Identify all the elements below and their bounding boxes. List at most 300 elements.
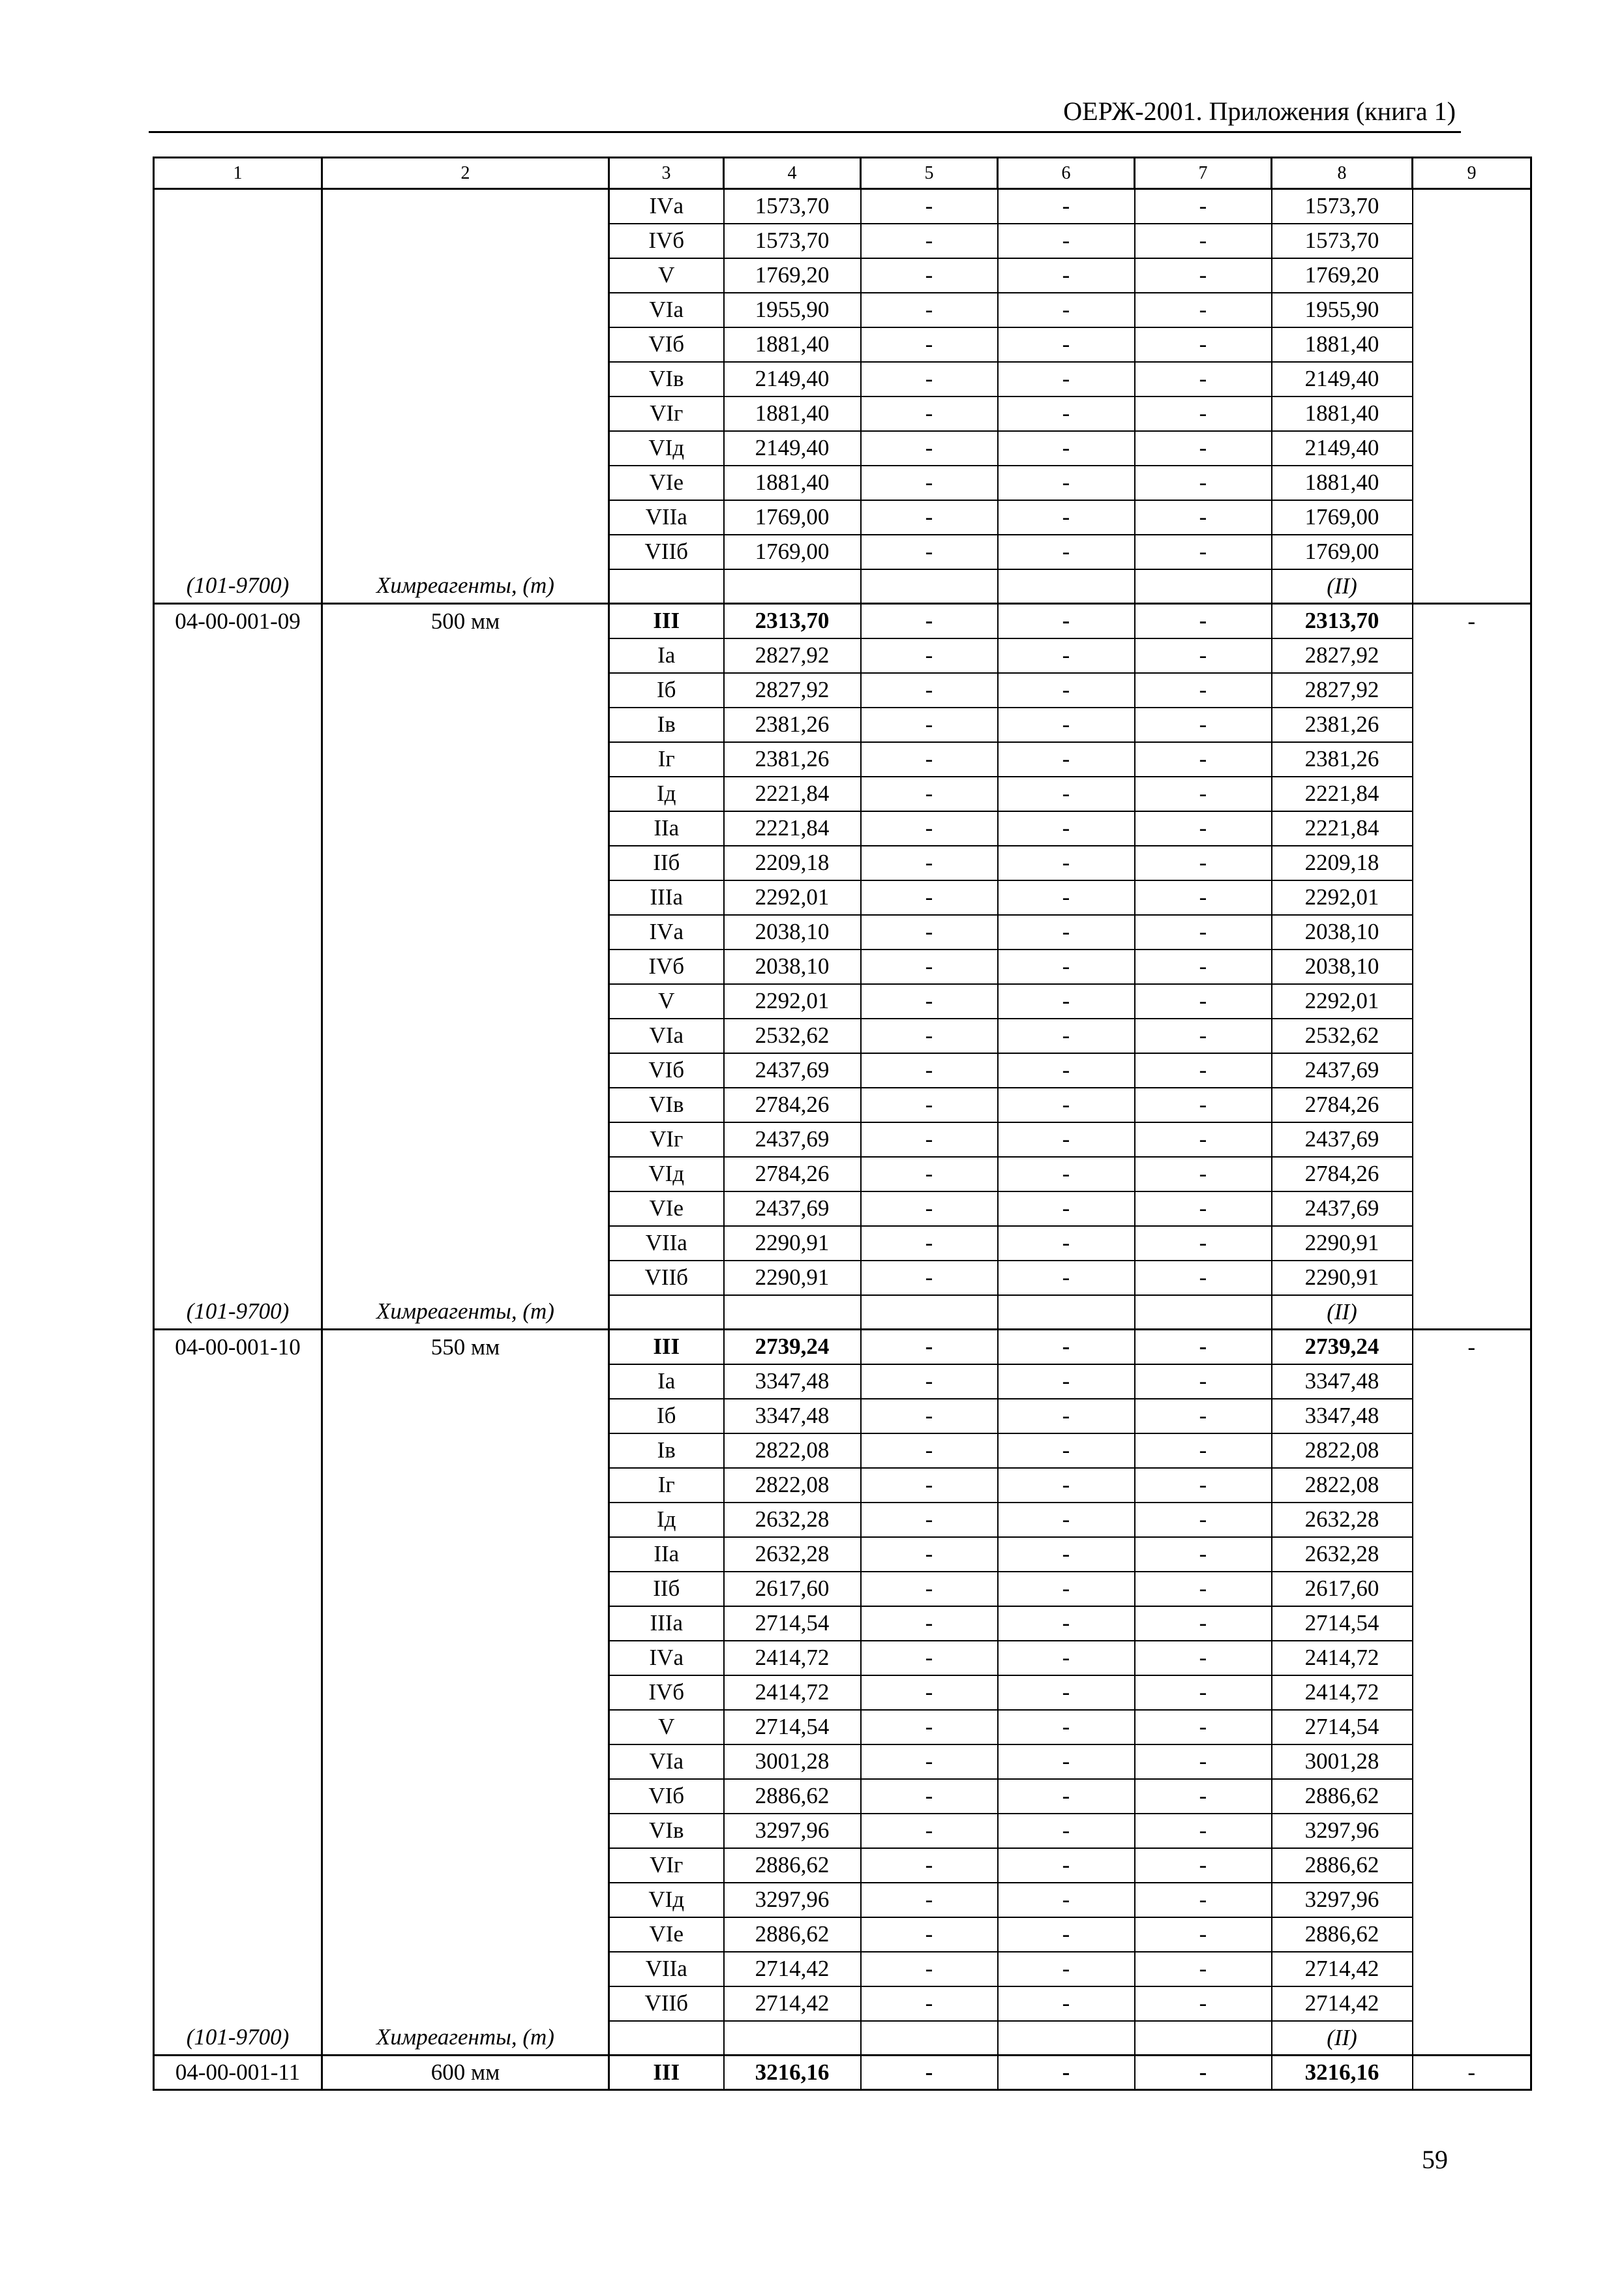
name-cell bbox=[322, 708, 609, 742]
extra-cell bbox=[1413, 1019, 1531, 1053]
category-cell: III bbox=[609, 604, 724, 638]
table-row bbox=[154, 1468, 1531, 1503]
extra-cell bbox=[1413, 1537, 1531, 1572]
category-cell: VIIб bbox=[609, 1986, 724, 2021]
category-cell: IVа bbox=[609, 189, 724, 224]
value-cell: 2739,24 bbox=[1272, 1330, 1413, 1364]
value-cell: (II) bbox=[1272, 569, 1413, 604]
code-cell bbox=[154, 535, 322, 569]
value-cell: - bbox=[861, 500, 998, 535]
value-cell: 2290,91 bbox=[1272, 1226, 1413, 1261]
value-cell: 3297,96 bbox=[724, 1814, 861, 1848]
code-cell bbox=[154, 1261, 322, 1295]
value-cell: - bbox=[998, 1710, 1135, 1744]
value-cell: - bbox=[861, 604, 998, 638]
table-row bbox=[154, 258, 1531, 293]
value-cell: - bbox=[861, 189, 998, 224]
value-cell: 2221,84 bbox=[1272, 811, 1413, 846]
extra-cell bbox=[1413, 846, 1531, 880]
value-cell bbox=[724, 2021, 861, 2056]
table-row bbox=[154, 1157, 1531, 1191]
category-cell: Iб bbox=[609, 673, 724, 708]
table-row bbox=[154, 1952, 1531, 1986]
value-cell: - bbox=[998, 777, 1135, 811]
category-cell: VIд bbox=[609, 1883, 724, 1917]
category-cell: VIв bbox=[609, 1088, 724, 1122]
value-cell: 2038,10 bbox=[1272, 915, 1413, 950]
value-cell: 2290,91 bbox=[1272, 1261, 1413, 1295]
code-cell bbox=[154, 708, 322, 742]
value-cell: - bbox=[861, 1641, 998, 1675]
value-cell: 2739,24 bbox=[724, 1330, 861, 1364]
value-cell: - bbox=[861, 1744, 998, 1779]
value-cell: - bbox=[1135, 1433, 1272, 1468]
value-cell: 2714,54 bbox=[724, 1606, 861, 1641]
value-cell: 1769,20 bbox=[1272, 258, 1413, 293]
category-cell: IIа bbox=[609, 1537, 724, 1572]
extra-cell bbox=[1413, 880, 1531, 915]
value-cell: (II) bbox=[1272, 1295, 1413, 1330]
value-cell: 2886,62 bbox=[1272, 1779, 1413, 1814]
value-cell: 2381,26 bbox=[724, 742, 861, 777]
value-cell: 2290,91 bbox=[724, 1226, 861, 1261]
value-cell: - bbox=[1135, 189, 1272, 224]
value-cell: 2632,28 bbox=[1272, 1537, 1413, 1572]
name-cell bbox=[322, 915, 609, 950]
code-cell bbox=[154, 1399, 322, 1433]
name-cell bbox=[322, 327, 609, 362]
table-row bbox=[154, 915, 1531, 950]
extra-cell bbox=[1413, 1675, 1531, 1710]
table-row bbox=[154, 1986, 1531, 2021]
value-cell: - bbox=[861, 1399, 998, 1433]
category-cell: VIг bbox=[609, 1122, 724, 1157]
category-cell: VIб bbox=[609, 1053, 724, 1088]
value-cell: 2290,91 bbox=[724, 1261, 861, 1295]
code-cell: (101-9700) bbox=[154, 2021, 322, 2056]
category-cell: VIа bbox=[609, 293, 724, 327]
value-cell: - bbox=[998, 1986, 1135, 2021]
extra-cell bbox=[1413, 189, 1531, 224]
category-cell: Iд bbox=[609, 1503, 724, 1537]
value-cell: - bbox=[1135, 638, 1272, 673]
table-row bbox=[154, 1261, 1531, 1295]
extra-cell bbox=[1413, 431, 1531, 466]
value-cell: - bbox=[861, 742, 998, 777]
name-cell bbox=[322, 1261, 609, 1295]
value-cell: - bbox=[861, 327, 998, 362]
value-cell: - bbox=[861, 638, 998, 673]
value-cell: - bbox=[1135, 1710, 1272, 1744]
value-cell bbox=[998, 1295, 1135, 1330]
table-row bbox=[154, 535, 1531, 569]
value-cell: - bbox=[1135, 224, 1272, 258]
code-cell bbox=[154, 189, 322, 224]
table-row bbox=[154, 224, 1531, 258]
value-cell: 2886,62 bbox=[724, 1917, 861, 1952]
category-cell: III bbox=[609, 2056, 724, 2090]
extra-cell bbox=[1413, 569, 1531, 604]
name-cell bbox=[322, 362, 609, 396]
value-cell: 2617,60 bbox=[724, 1572, 861, 1606]
extra-cell bbox=[1413, 811, 1531, 846]
value-cell: 2532,62 bbox=[1272, 1019, 1413, 1053]
value-cell: 1769,00 bbox=[1272, 535, 1413, 569]
name-cell bbox=[322, 1606, 609, 1641]
table-row bbox=[154, 1191, 1531, 1226]
name-cell bbox=[322, 1848, 609, 1883]
name-cell bbox=[322, 1191, 609, 1226]
value-cell: - bbox=[998, 1606, 1135, 1641]
code-cell bbox=[154, 1883, 322, 1917]
value-cell: - bbox=[1135, 1157, 1272, 1191]
category-cell: V bbox=[609, 258, 724, 293]
value-cell: - bbox=[998, 811, 1135, 846]
category-cell: VIа bbox=[609, 1019, 724, 1053]
code-cell bbox=[154, 1019, 322, 1053]
name-cell bbox=[322, 466, 609, 500]
category-cell: Iа bbox=[609, 638, 724, 673]
column-header: 9 bbox=[1413, 158, 1531, 189]
value-cell: 2038,10 bbox=[724, 950, 861, 984]
value-cell: 2714,54 bbox=[1272, 1606, 1413, 1641]
table-row bbox=[154, 189, 1531, 224]
value-cell: - bbox=[861, 1503, 998, 1537]
value-cell: - bbox=[1135, 1468, 1272, 1503]
value-cell: - bbox=[1135, 1537, 1272, 1572]
table-row bbox=[154, 500, 1531, 535]
extra-cell bbox=[1413, 638, 1531, 673]
name-cell bbox=[322, 1019, 609, 1053]
extra-cell bbox=[1413, 1364, 1531, 1399]
value-cell: 2437,69 bbox=[724, 1122, 861, 1157]
category-cell: IVа bbox=[609, 1641, 724, 1675]
value-cell: - bbox=[1135, 1952, 1272, 1986]
value-cell: - bbox=[1135, 742, 1272, 777]
extra-cell bbox=[1413, 1641, 1531, 1675]
extra-cell bbox=[1413, 258, 1531, 293]
category-cell: VIв bbox=[609, 1814, 724, 1848]
category-cell: IIа bbox=[609, 811, 724, 846]
table-row bbox=[154, 466, 1531, 500]
value-cell: - bbox=[998, 535, 1135, 569]
code-cell bbox=[154, 1364, 322, 1399]
table-row bbox=[154, 1226, 1531, 1261]
value-cell: 2414,72 bbox=[1272, 1675, 1413, 1710]
name-cell bbox=[322, 1744, 609, 1779]
table-row bbox=[154, 1744, 1531, 1779]
value-cell: 2784,26 bbox=[724, 1157, 861, 1191]
value-cell: - bbox=[998, 1814, 1135, 1848]
value-cell: - bbox=[1135, 431, 1272, 466]
value-cell: - bbox=[861, 1537, 998, 1572]
code-cell bbox=[154, 500, 322, 535]
value-cell: 1573,70 bbox=[724, 189, 861, 224]
value-cell: - bbox=[1135, 984, 1272, 1019]
extra-cell bbox=[1413, 293, 1531, 327]
value-cell: - bbox=[861, 1779, 998, 1814]
value-cell bbox=[998, 2021, 1135, 2056]
value-cell: 2714,42 bbox=[1272, 1986, 1413, 2021]
table-row bbox=[154, 880, 1531, 915]
value-cell: - bbox=[1135, 466, 1272, 500]
value-cell bbox=[1135, 569, 1272, 604]
name-cell bbox=[322, 1122, 609, 1157]
value-cell: - bbox=[861, 1468, 998, 1503]
value-cell: - bbox=[998, 880, 1135, 915]
code-cell bbox=[154, 742, 322, 777]
value-cell: - bbox=[861, 1122, 998, 1157]
column-header-row bbox=[154, 158, 1531, 189]
code-cell bbox=[154, 1433, 322, 1468]
value-cell: - bbox=[1135, 846, 1272, 880]
table-row bbox=[154, 1883, 1531, 1917]
name-cell bbox=[322, 1433, 609, 1468]
table-row bbox=[154, 1364, 1531, 1399]
table-row bbox=[154, 811, 1531, 846]
value-cell: - bbox=[998, 1952, 1135, 1986]
footer-row bbox=[154, 1295, 1531, 1330]
category-cell: IIIа bbox=[609, 1606, 724, 1641]
name-cell bbox=[322, 1572, 609, 1606]
value-cell: - bbox=[998, 846, 1135, 880]
value-cell: 2714,42 bbox=[724, 1986, 861, 2021]
value-cell: - bbox=[861, 396, 998, 431]
value-cell: - bbox=[1135, 396, 1272, 431]
value-cell: 2886,62 bbox=[724, 1848, 861, 1883]
table-row bbox=[154, 638, 1531, 673]
value-cell: - bbox=[1135, 1122, 1272, 1157]
extra-cell bbox=[1413, 1122, 1531, 1157]
value-cell: - bbox=[998, 396, 1135, 431]
value-cell: 2822,08 bbox=[724, 1433, 861, 1468]
code-cell bbox=[154, 1986, 322, 2021]
value-cell: - bbox=[998, 1191, 1135, 1226]
value-cell: - bbox=[861, 880, 998, 915]
page-header-title: ОЕРЖ-2001. Приложения (книга 1) bbox=[1063, 97, 1456, 126]
extra-cell bbox=[1413, 224, 1531, 258]
value-cell: - bbox=[1135, 1606, 1272, 1641]
extra-cell: - bbox=[1413, 604, 1531, 638]
category-cell: IIб bbox=[609, 1572, 724, 1606]
name-cell bbox=[322, 1952, 609, 1986]
name-cell: Химреагенты, (т) bbox=[322, 569, 609, 604]
value-cell bbox=[998, 569, 1135, 604]
column-header: 1 bbox=[154, 158, 322, 189]
value-cell: 3297,96 bbox=[1272, 1883, 1413, 1917]
category-cell: VIг bbox=[609, 1848, 724, 1883]
value-cell: 1881,40 bbox=[1272, 466, 1413, 500]
code-cell bbox=[154, 1744, 322, 1779]
value-cell: 2632,28 bbox=[724, 1503, 861, 1537]
category-cell bbox=[609, 2021, 724, 2056]
code-cell: (101-9700) bbox=[154, 569, 322, 604]
name-cell bbox=[322, 431, 609, 466]
name-cell: 500 мм bbox=[322, 604, 609, 638]
extra-cell bbox=[1413, 708, 1531, 742]
value-cell: 1881,40 bbox=[1272, 327, 1413, 362]
value-cell: - bbox=[1135, 1261, 1272, 1295]
table-body bbox=[154, 158, 1531, 2090]
extra-cell bbox=[1413, 1157, 1531, 1191]
code-cell bbox=[154, 846, 322, 880]
value-cell: - bbox=[861, 535, 998, 569]
footer-row bbox=[154, 2021, 1531, 2056]
value-cell: - bbox=[998, 466, 1135, 500]
code-cell bbox=[154, 258, 322, 293]
value-cell: 1955,90 bbox=[724, 293, 861, 327]
value-cell: 1881,40 bbox=[724, 396, 861, 431]
value-cell: - bbox=[998, 1537, 1135, 1572]
value-cell: 3297,96 bbox=[1272, 1814, 1413, 1848]
code-cell bbox=[154, 1157, 322, 1191]
code-cell bbox=[154, 1053, 322, 1088]
name-cell bbox=[322, 1226, 609, 1261]
table-row bbox=[154, 1848, 1531, 1883]
value-cell: - bbox=[1135, 1814, 1272, 1848]
category-cell: Iа bbox=[609, 1364, 724, 1399]
name-cell bbox=[322, 1675, 609, 1710]
table-row bbox=[154, 950, 1531, 984]
value-cell: 2381,26 bbox=[1272, 742, 1413, 777]
name-cell bbox=[322, 742, 609, 777]
value-cell: 2784,26 bbox=[1272, 1088, 1413, 1122]
value-cell: - bbox=[1135, 1088, 1272, 1122]
extra-cell bbox=[1413, 777, 1531, 811]
value-cell: - bbox=[998, 327, 1135, 362]
name-cell bbox=[322, 1779, 609, 1814]
value-cell: 1573,70 bbox=[1272, 224, 1413, 258]
value-cell: - bbox=[861, 1986, 998, 2021]
value-cell: - bbox=[998, 1157, 1135, 1191]
value-cell: 2714,54 bbox=[724, 1710, 861, 1744]
value-cell: - bbox=[998, 1675, 1135, 1710]
code-cell: 04-00-001-11 bbox=[154, 2056, 322, 2090]
name-cell: 550 мм bbox=[322, 1330, 609, 1364]
table-row bbox=[154, 673, 1531, 708]
name-cell bbox=[322, 1883, 609, 1917]
value-cell: 2822,08 bbox=[724, 1468, 861, 1503]
table-row bbox=[154, 1710, 1531, 1744]
value-cell: - bbox=[861, 1572, 998, 1606]
value-cell: - bbox=[998, 1779, 1135, 1814]
code-cell bbox=[154, 915, 322, 950]
category-cell: VIа bbox=[609, 1744, 724, 1779]
value-cell: 2149,40 bbox=[724, 431, 861, 466]
value-cell: - bbox=[861, 1157, 998, 1191]
value-cell: - bbox=[1135, 1917, 1272, 1952]
code-cell bbox=[154, 1675, 322, 1710]
value-cell: 2292,01 bbox=[1272, 984, 1413, 1019]
name-cell bbox=[322, 1917, 609, 1952]
value-cell: 3347,48 bbox=[724, 1399, 861, 1433]
value-cell bbox=[724, 1295, 861, 1330]
value-cell: - bbox=[998, 1122, 1135, 1157]
value-cell: 2209,18 bbox=[724, 846, 861, 880]
value-cell: - bbox=[861, 950, 998, 984]
value-cell: 2632,28 bbox=[724, 1537, 861, 1572]
value-cell: - bbox=[861, 1088, 998, 1122]
code-cell bbox=[154, 1537, 322, 1572]
value-cell: 2714,42 bbox=[724, 1952, 861, 1986]
code-cell: 04-00-001-10 bbox=[154, 1330, 322, 1364]
value-cell: - bbox=[861, 224, 998, 258]
name-cell bbox=[322, 1710, 609, 1744]
extra-cell bbox=[1413, 984, 1531, 1019]
value-cell: 1769,00 bbox=[1272, 500, 1413, 535]
column-header: 8 bbox=[1272, 158, 1413, 189]
code-cell bbox=[154, 638, 322, 673]
name-cell bbox=[322, 1814, 609, 1848]
value-cell: 3216,16 bbox=[724, 2056, 861, 2090]
value-cell: - bbox=[861, 777, 998, 811]
name-cell bbox=[322, 1088, 609, 1122]
section-main-row bbox=[154, 1330, 1531, 1364]
value-cell: - bbox=[1135, 673, 1272, 708]
table-row bbox=[154, 1088, 1531, 1122]
value-cell: 2822,08 bbox=[1272, 1468, 1413, 1503]
value-cell: - bbox=[861, 1675, 998, 1710]
value-cell: 2437,69 bbox=[724, 1191, 861, 1226]
category-cell: IVб bbox=[609, 224, 724, 258]
value-cell: 1769,20 bbox=[724, 258, 861, 293]
extra-cell bbox=[1413, 1779, 1531, 1814]
extra-cell bbox=[1413, 742, 1531, 777]
value-cell: - bbox=[998, 2056, 1135, 2090]
table-row bbox=[154, 1053, 1531, 1088]
value-cell: - bbox=[1135, 1191, 1272, 1226]
value-cell: - bbox=[1135, 2056, 1272, 2090]
extra-cell bbox=[1413, 1710, 1531, 1744]
value-cell: - bbox=[1135, 1330, 1272, 1364]
value-cell: 3297,96 bbox=[724, 1883, 861, 1917]
value-cell: - bbox=[998, 1744, 1135, 1779]
value-cell: 1881,40 bbox=[724, 327, 861, 362]
extra-cell bbox=[1413, 1606, 1531, 1641]
section-main-row bbox=[154, 604, 1531, 638]
value-cell: - bbox=[861, 293, 998, 327]
value-cell: 2414,72 bbox=[724, 1675, 861, 1710]
name-cell bbox=[322, 1986, 609, 2021]
table-row bbox=[154, 1641, 1531, 1675]
name-cell bbox=[322, 500, 609, 535]
value-cell: 2381,26 bbox=[724, 708, 861, 742]
table-row bbox=[154, 1537, 1531, 1572]
value-cell: - bbox=[861, 1226, 998, 1261]
value-cell: - bbox=[998, 915, 1135, 950]
extra-cell bbox=[1413, 1986, 1531, 2021]
value-cell: - bbox=[1135, 777, 1272, 811]
code-cell bbox=[154, 224, 322, 258]
table-row bbox=[154, 327, 1531, 362]
value-cell: 2437,69 bbox=[1272, 1122, 1413, 1157]
name-cell bbox=[322, 1399, 609, 1433]
name-cell bbox=[322, 396, 609, 431]
table-row bbox=[154, 431, 1531, 466]
column-header: 3 bbox=[609, 158, 724, 189]
value-cell: - bbox=[861, 1814, 998, 1848]
value-cell: - bbox=[1135, 1779, 1272, 1814]
value-cell: 2437,69 bbox=[1272, 1191, 1413, 1226]
code-cell: (101-9700) bbox=[154, 1295, 322, 1330]
code-cell bbox=[154, 1779, 322, 1814]
value-cell: - bbox=[861, 1917, 998, 1952]
value-cell bbox=[861, 1295, 998, 1330]
category-cell: Iв bbox=[609, 708, 724, 742]
value-cell: - bbox=[1135, 258, 1272, 293]
value-cell: - bbox=[1135, 604, 1272, 638]
name-cell bbox=[322, 1503, 609, 1537]
